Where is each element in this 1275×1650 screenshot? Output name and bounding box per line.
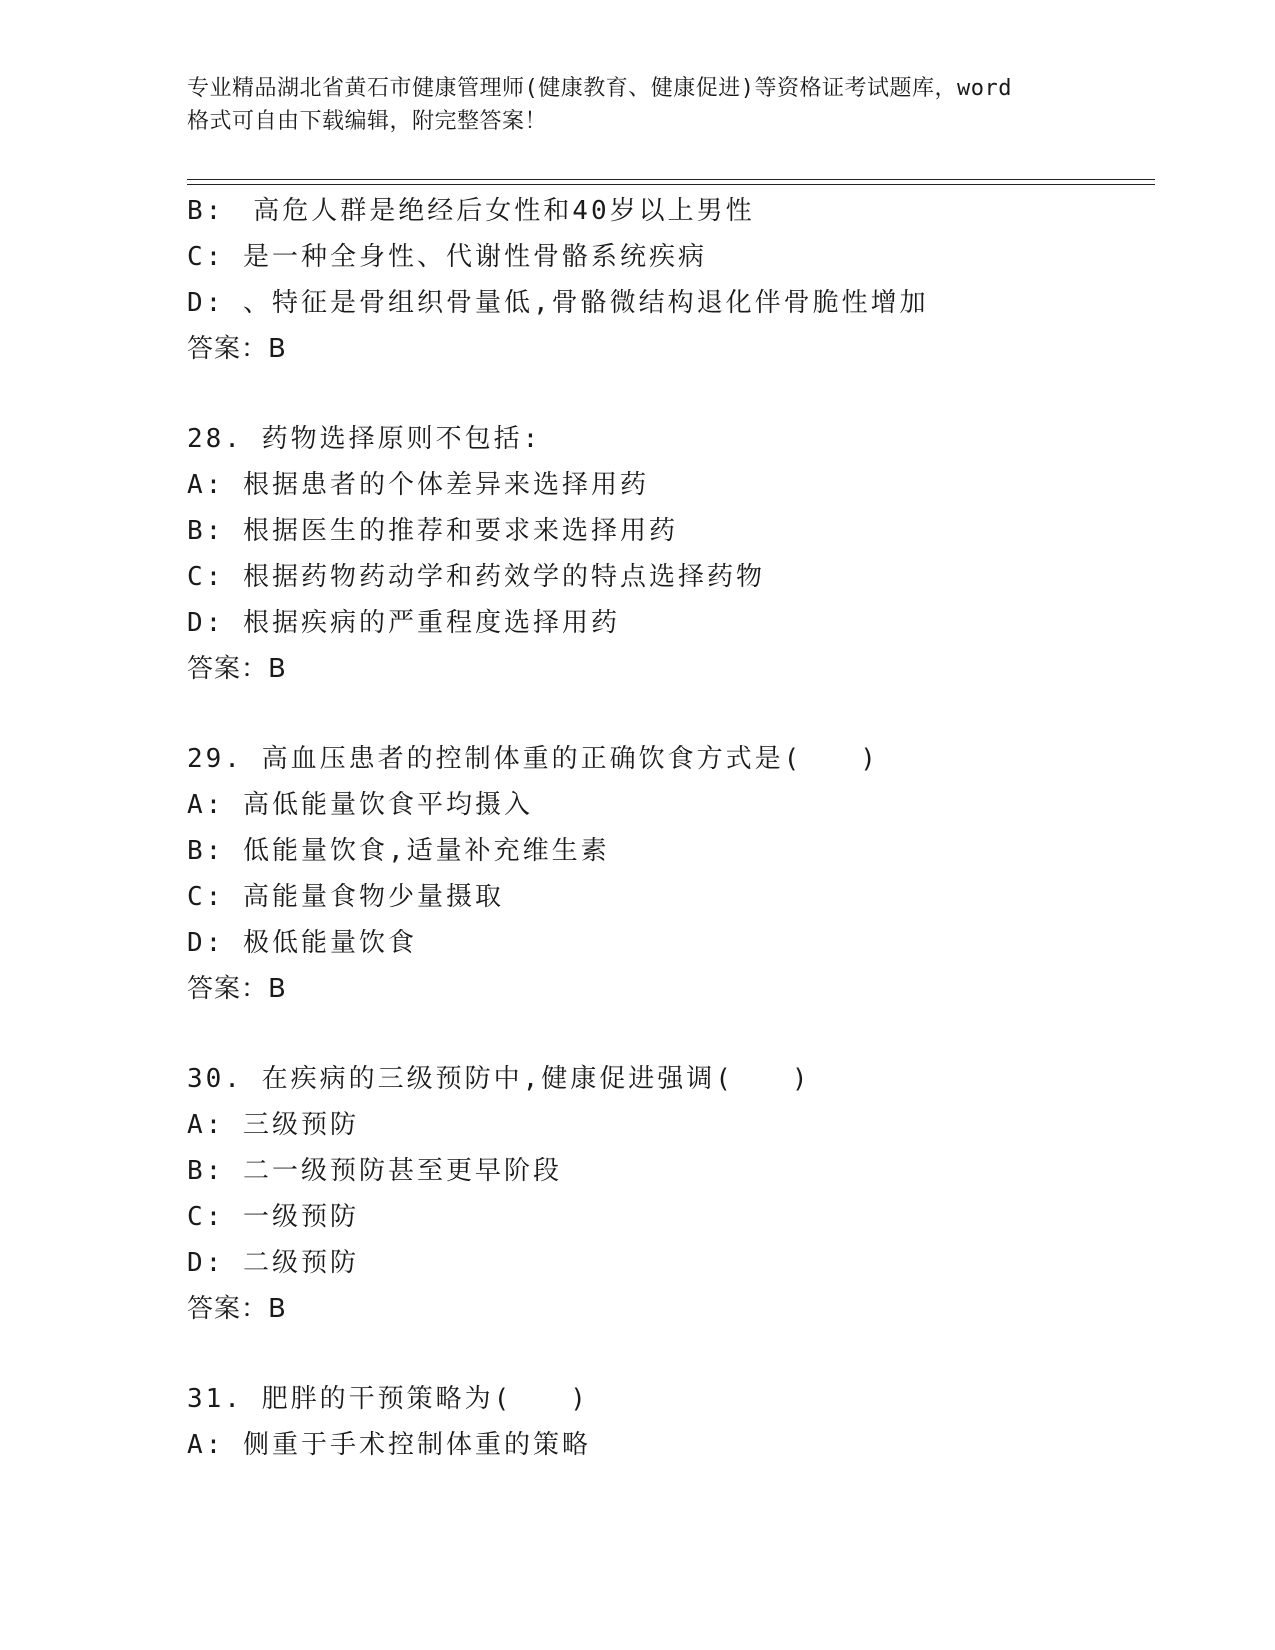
question-stem: 29. 高血压患者的控制体重的正确饮食方式是( ) <box>187 744 879 774</box>
question-30 <box>187 1056 1147 1332</box>
option-c: C: 一级预防 <box>187 1202 359 1232</box>
header-line-2: 格式可自由下载编辑，附完整答案！ <box>187 109 548 134</box>
option-a: A: 根据患者的个体差异来选择用药 <box>187 470 649 500</box>
option-a: A: 高低能量饮食平均摄入 <box>187 790 533 820</box>
header-rule-bottom <box>187 184 1155 185</box>
question-stem: 30. 在疾病的三级预防中,健康促进强调( ) <box>187 1064 811 1094</box>
answer-line: 答案：B <box>187 654 287 684</box>
option-c: C: 根据药物药动学和药效学的特点选择药物 <box>187 562 765 592</box>
option-b: B: 低能量饮食,适量补充维生素 <box>187 836 610 866</box>
option-c: C: 是一种全身性、代谢性骨骼系统疾病 <box>187 242 707 272</box>
option-d: D: 、特征是骨组织骨量低,骨骼微结构退化伴骨脆性增加 <box>187 288 929 318</box>
option-a: A: 侧重于手术控制体重的策略 <box>187 1430 591 1460</box>
document-header <box>187 72 1087 138</box>
question-28 <box>187 416 1147 692</box>
answer-line: 答案：B <box>187 334 287 364</box>
answer-line: 答案：B <box>187 1294 287 1324</box>
option-d: D: 根据疾病的严重程度选择用药 <box>187 608 620 638</box>
answer-line: 答案：B <box>187 974 287 1004</box>
option-b: B: 二一级预防甚至更早阶段 <box>187 1156 562 1186</box>
option-a: A: 三级预防 <box>187 1110 359 1140</box>
option-d: D: 极低能量饮食 <box>187 928 417 958</box>
question-29 <box>187 736 1147 1012</box>
question-stem: 28. 药物选择原则不包括: <box>187 424 542 454</box>
option-b: B: 根据医生的推荐和要求来选择用药 <box>187 516 678 546</box>
option-b: B: 高危人群是绝经后女性和40岁以上男性 <box>187 196 755 226</box>
header-line-1: 专业精品湖北省黄石市健康管理师(健康教育、健康促进)等资格证考试题库，word <box>187 76 1012 101</box>
question-stem: 31. 肥胖的干预策略为( ) <box>187 1384 589 1414</box>
question-27-continued <box>187 188 1147 372</box>
option-d: D: 二级预防 <box>187 1248 359 1278</box>
header-rule-top <box>187 179 1155 180</box>
option-c: C: 高能量食物少量摄取 <box>187 882 504 912</box>
question-list <box>187 188 1147 1468</box>
question-31 <box>187 1376 1147 1468</box>
